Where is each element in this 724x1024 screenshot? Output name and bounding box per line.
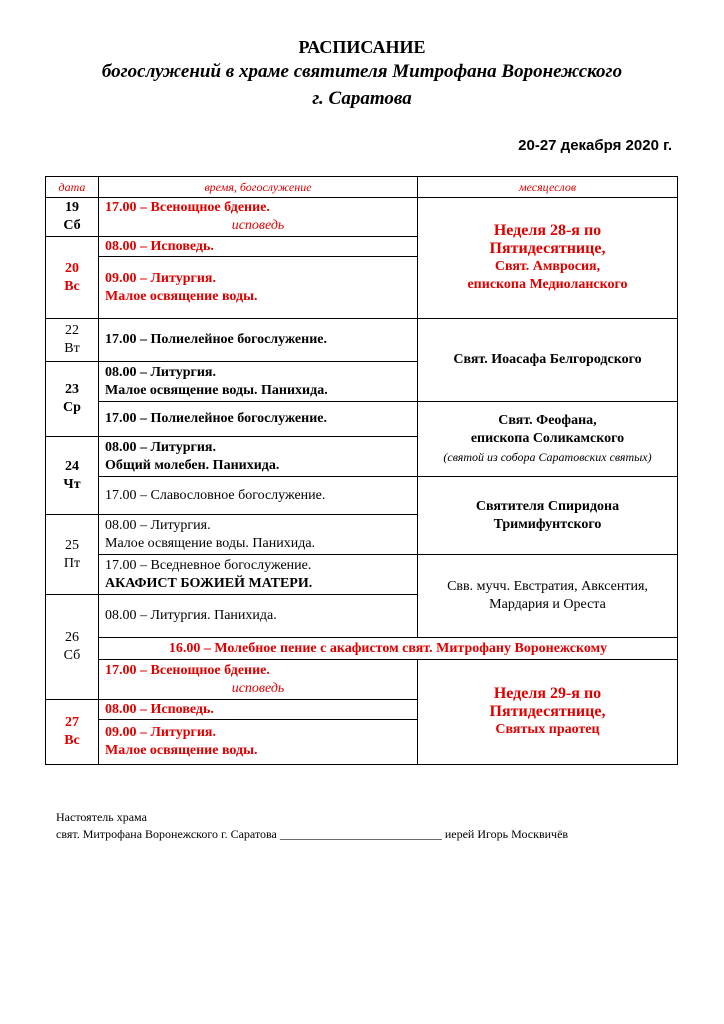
service-line: 09.00 – Литургия. [105,725,216,740]
calendar-line: Святых праотец [495,722,600,737]
weekday: Чт [63,476,81,492]
service-cell [99,362,418,402]
service-line: АКАФИСТ БОЖИЕЙ МАТЕРИ. [105,575,313,591]
calendar-note: (святой из собора Саратовских святых) [443,450,652,464]
weekday: Ср [63,400,81,415]
service-line: 08.00 – Исповедь. [105,238,214,254]
calendar-cell [418,198,678,319]
service-cell [99,477,418,515]
calendar-line: епископа Медиоланского [467,277,628,292]
service-line: 17.00 – Полиелейное богослужение. [105,332,327,347]
service-line: 08.00 – Исповедь. [105,701,214,717]
service-line: 17.00 – Вседневное богослужение. [105,557,312,573]
calendar-line: Пятидесятнице, [489,703,606,720]
service-cell [99,198,418,237]
calendar-cell [418,319,678,402]
col-service-header: время, богослужение [99,177,418,198]
service-line: 08.00 – Литургия. Панихида. [105,608,277,623]
table-row [46,402,678,437]
table-row [46,319,678,362]
service-cell [99,660,418,700]
footer-signature-line: свят. Митрофана Воронежского г. Саратова ___________________________ иерей Игорь Москвичёв [56,827,569,841]
service-cell [99,437,418,477]
date-range: 20-27 декабря 2020 г. [518,137,672,154]
service-cell [99,257,418,319]
table-row [46,660,678,700]
calendar-line: Мардария и Ореста [489,597,606,612]
date-number: 20 [65,260,79,276]
calendar-line: Свят. Феофана, [498,413,597,428]
service-cell [99,555,418,595]
table-row [46,477,678,515]
service-line: 17.00 – Всенощное бдение. [105,662,270,678]
calendar-line: Тримифунтского [493,516,602,532]
service-line: 17.00 – Полиелейное богослужение. [105,411,327,426]
service-line: Малое освящение воды. [105,743,258,758]
page-city: г. Саратова [312,88,412,109]
weekday: Сб [63,218,81,233]
weekday: Пт [63,555,81,571]
page-title: РАСПИСАНИЕ [298,37,426,57]
calendar-line: епископа Соликамского [470,431,625,446]
service-line: Малое освящение воды. Панихида. [105,535,316,551]
calendar-cell [418,660,678,765]
date-number: 24 [65,458,79,474]
calendar-line: Неделя 29-я по [493,685,602,702]
weekday: Вс [64,733,80,748]
service-cell [99,402,418,437]
date-cell [46,700,99,765]
service-cell [99,237,418,257]
service-note: исповедь [231,218,285,233]
date-number: 19 [65,200,79,215]
table-row [46,198,678,237]
service-line: 17.00 – Славословное богослужение. [105,487,326,503]
service-line: 08.00 – Литургия. [105,364,216,380]
calendar-line: Свят. Иоасафа Белгородского [453,352,642,367]
calendar-line: Пятидесятнице, [489,240,606,257]
date-number: 26 [65,630,79,645]
page-subtitle: богослужений в храме святителя Митрофана Воронежского [101,61,623,82]
date-cell [46,198,99,237]
calendar-line: Свв. мучч. Евстратия, Авксентия, [447,579,648,594]
service-line: Малое освящение воды. [105,288,258,304]
calendar-line: Святителя Спиридона [475,498,620,514]
calendar-cell [418,477,678,555]
service-line: 08.00 – Литургия. [105,439,216,455]
calendar-cell [418,555,678,638]
service-line: 16.00 – Молебное пение с акафистом свят. Митрофану Воронежскому [168,640,608,656]
service-line: Малое освящение воды. Панихида. [105,382,328,398]
date-cell [46,237,99,319]
service-cell [99,720,418,765]
service-cell [99,515,418,555]
date-number: 25 [65,537,79,553]
calendar-line: Неделя 28-я по [493,222,602,239]
weekday: Вс [64,278,80,294]
date-cell [46,319,99,362]
service-line: 09.00 – Литургия. [105,270,216,286]
col-date-header: дата [46,177,99,198]
service-note: исповедь [231,680,285,696]
footer-rector-label: Настоятель храма [56,810,147,824]
date-cell [46,437,99,515]
calendar-line: Свят. Амвросия, [494,259,601,274]
date-cell [46,362,99,437]
service-line: 17.00 – Всенощное бдение. [105,200,270,215]
weekday: Сб [63,648,81,663]
date-number: 22 [65,323,79,338]
service-cell [99,319,418,362]
service-cell [99,700,418,720]
col-calendar-header: месяцеслов [418,177,678,198]
service-cell [99,595,418,638]
table-row [46,638,678,660]
date-number: 27 [65,715,79,730]
service-line: 08.00 – Литургия. [105,517,211,533]
date-cell [46,515,99,595]
service-line: Общий молебен. Панихида. [105,457,280,473]
schedule-table [45,176,678,765]
date-number: 23 [65,382,79,397]
table-row [46,555,678,595]
service-cell [99,638,678,660]
table-header-row [46,177,678,198]
date-cell [46,595,99,700]
weekday: Вт [64,341,80,356]
calendar-cell [418,402,678,477]
